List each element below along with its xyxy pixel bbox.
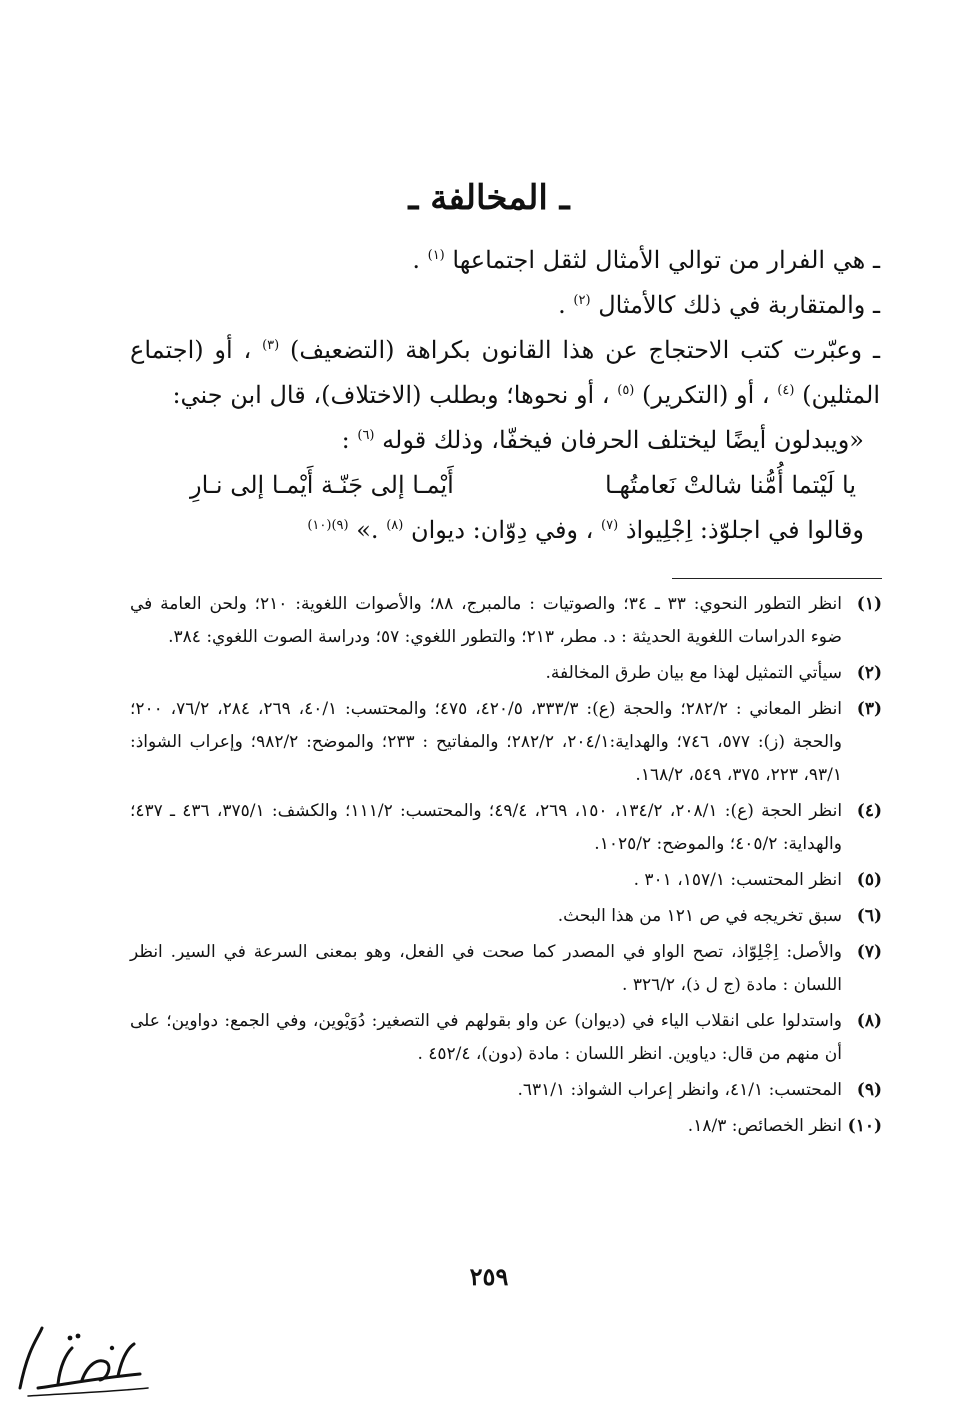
- poetry-verse: [190, 463, 856, 508]
- footnote-ref[interactable]: (٧): [601, 518, 619, 533]
- verse-first-hemistich: يا لَيْتما أُمُّنا شالتْ نَعامتُهـا: [605, 471, 856, 499]
- quote-colon: :: [341, 426, 350, 454]
- footnote-text: سبق تخريجه في ص ١٢١ من هذا البحث.: [557, 906, 842, 926]
- footnote-number: (٤): [856, 801, 882, 821]
- footnote-number: (٥): [856, 870, 882, 890]
- quote-text: «ويبدلون أيضًا ليختلف الحرفان فيخفّا، وذلك قوله: [382, 426, 864, 454]
- main-text: [130, 238, 880, 553]
- footnote-divider: [672, 578, 882, 579]
- footnote-text: المحتسب: ٤١/١، وانظر إعراب الشواذ: ٦٣١/١.: [517, 1080, 842, 1100]
- page-number: ٢٥٩: [469, 1262, 509, 1291]
- footnote-number: (٣): [856, 699, 882, 719]
- calligraphy-stamp-icon: [8, 1318, 158, 1410]
- footnote-2: [130, 657, 882, 690]
- footnote-ref[interactable]: (٢): [573, 293, 591, 308]
- footnote-6: [130, 900, 882, 933]
- footnote-number: (٦): [856, 906, 882, 926]
- footnote-9: [130, 1074, 882, 1107]
- paragraph-definition: [130, 238, 880, 283]
- footnote-ref[interactable]: (٤): [777, 383, 795, 398]
- footnote-10: [130, 1110, 882, 1143]
- paragraph-text: ، أو نحوها؛ وبطلب (الاختلاف)، قال ابن جني:: [172, 381, 610, 409]
- quote-text: وقالوا في اجلوّذ: اِجْلِيواذ: [625, 516, 864, 544]
- paragraph-text: ـ وعبّرت كتب الاحتجاج عن هذا القانون بكراهة (التضعيف): [290, 336, 880, 364]
- footnote-number: (٧): [856, 942, 882, 962]
- footnote-text: انظر الخصائص: ١٨/٣.: [687, 1116, 842, 1136]
- paragraph-end: .: [412, 246, 420, 274]
- paragraph-end: .: [558, 291, 566, 319]
- footnote-number: (٨): [856, 1011, 882, 1031]
- footnote-text: واستدلوا على انقلاب الياء في (ديوان) عن واو بقولهم في التصغير: دُوَيْوين، وفي الجمع: دواوين؛ على أن منهم من قال: دياوين. انظر اللسان : مادة (دون)، ٤٥٢/٤ .: [130, 1011, 842, 1064]
- quote-text: ، وفي دِوّان: ديوان: [410, 516, 594, 544]
- paragraph-text: ـ هي الفرار من توالي الأمثال لثقل اجتماعها: [452, 246, 880, 274]
- footnote-number: (٢): [856, 663, 882, 683]
- footnote-ref[interactable]: (٩)(١٠): [307, 518, 349, 533]
- footnote-number: (٩): [856, 1080, 882, 1100]
- footnote-text: سيأتي التمثيل لهذا مع بيان طرق المخالفة.: [545, 663, 842, 683]
- paragraph-terms: [130, 328, 880, 418]
- quote-text: .»: [356, 516, 379, 544]
- paragraph-similar: [130, 283, 880, 328]
- footnote-number: (١٠): [847, 1116, 882, 1136]
- footnote-ref[interactable]: (٣): [262, 338, 280, 353]
- verse-second-hemistich: أَيْمـا إلى جَنّـة أَيْمـا إلى نـارِ: [190, 471, 454, 499]
- footnote-ref[interactable]: (٥): [617, 383, 635, 398]
- footnote-number: (١): [856, 594, 882, 614]
- footnote-text: والأصل: اِجْلِوّاذ، تصح الواو في المصدر كما صحت في الفعل، وهو بمعنى السرعة في السير. انظر اللسان : مادة (ج ل ذ)، ٣٢٦/٢ .: [130, 942, 842, 995]
- paragraph-text: ـ والمتقاربة في ذلك كالأمثال: [598, 291, 880, 319]
- footnote-7: [130, 936, 882, 1002]
- footnote-5: [130, 864, 882, 897]
- footnote-text: انظر المحتسب: ١٥٧/١، ٣٠١ .: [633, 870, 842, 890]
- footnote-text: انظر الحجة (ع): ٢٠٨/١، ١٣٤/٢، ١٥٠، ٢٦٩، ٤٩/٤؛ والمحتسب: ١١١/٢؛ والكشف: ٣٧٥/١، ٤٣٦ ـ ٤٣٧؛ والهداية: ٤٠٥/٢؛ والموضح: ١٠٢٥/٢.: [130, 801, 843, 854]
- quote-intro: [130, 418, 880, 463]
- footnote-ref[interactable]: (١): [427, 248, 445, 263]
- paragraph-text: ، أو (اجتماع المثلين): [130, 336, 880, 409]
- footnote-1: [130, 588, 882, 654]
- quote-end: [130, 508, 880, 553]
- footnote-3: [130, 693, 882, 792]
- page-title: ـ المخالفة ـ: [408, 178, 570, 218]
- footnote-text: انظر المعاني : ٢٨٢/٢؛ والحجة (ع): ٣٣٣/٣، ٤٢٠/٥، ٤٧٥؛ والمحتسب: ٤٠/١، ٢٦٩، ٢٨٤، ٧٦/٢، ٢٠٠؛ والحجة (ز): ٥٧٧، ٧٤٦؛ والهداية:٢٠٤/١، ٢٨٢/٢؛ والمفاتيح : ٢٣٣؛ والموضح: ٩٨٢/٢؛ وإعراب الشواذ: ٩٣/١، ٢٢٣، ٣٧٥، ٥٤٩، ١٦٨/٢.: [130, 699, 843, 785]
- footnote-ref[interactable]: (٦): [357, 428, 375, 443]
- footnotes: [130, 588, 882, 1146]
- footnote-4: [130, 795, 882, 861]
- footnote-text: انظر التطور النحوي: ٣٣ ـ ٣٤؛ والصوتيات : مالمبرج، ٨٨؛ والأصوات اللغوية: ٢١٠؛ ولحن العامة في ضوء الدراسات اللغوية الحديثة : د. مطر، ٢١٣؛ والتطور اللغوي: ٥٧؛ ودراسة الصوت اللغوي: ٣٨٤.: [130, 594, 842, 647]
- footnote-ref[interactable]: (٨): [386, 518, 404, 533]
- footnote-8: [130, 1005, 882, 1071]
- paragraph-text: ، أو (التكرير): [642, 381, 770, 409]
